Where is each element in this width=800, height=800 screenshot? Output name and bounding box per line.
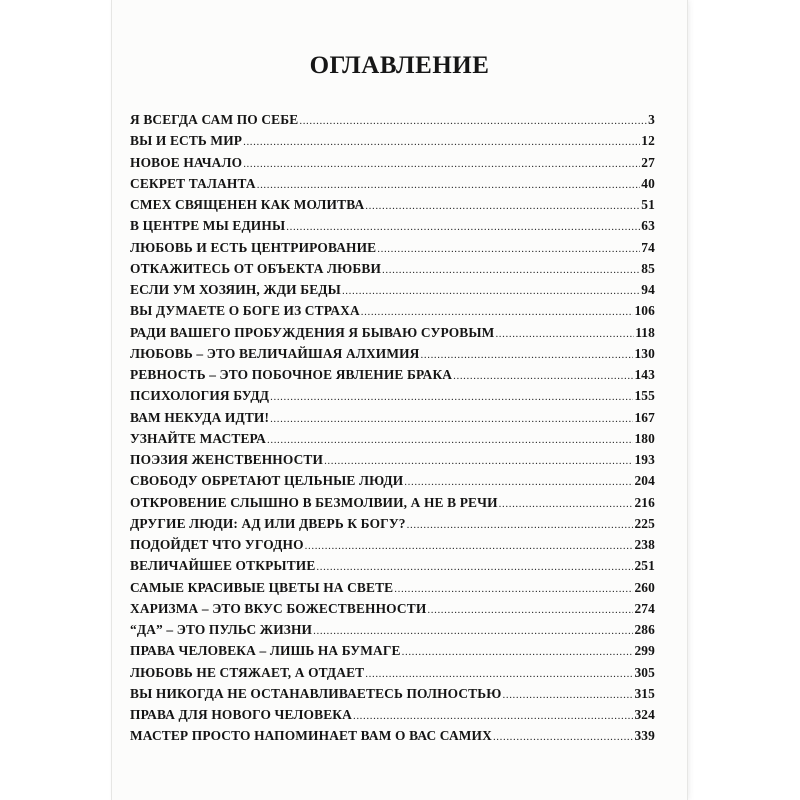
dot-leader — [316, 561, 633, 573]
toc-entry — [130, 707, 655, 728]
toc-entry — [130, 622, 655, 643]
toc-entry-page-number: 260 — [634, 579, 655, 595]
toc-entry — [130, 176, 655, 197]
dot-leader — [324, 455, 633, 467]
dot-leader — [267, 434, 633, 446]
dot-leader — [243, 158, 640, 170]
toc-entry-page-number: 193 — [634, 452, 655, 467]
toc-entry — [130, 155, 655, 176]
dot-leader — [353, 710, 633, 722]
page-title: ОГЛАВЛЕНИЕ — [309, 52, 490, 79]
toc-entry-page-number: 286 — [634, 622, 655, 637]
toc-entry-title: В ЦЕНТРЕ МЫ ЕДИНЫ — [130, 218, 286, 234]
dot-leader — [427, 604, 633, 616]
dot-leader — [286, 221, 640, 233]
toc-entry-title: ВЫ И ЕСТЬ МИР — [130, 133, 243, 149]
toc-entry-title: РАДИ ВАШЕГО ПРОБУЖДЕНИЯ Я БЫВАЮ СУРОВЫМ — [130, 324, 495, 340]
toc-entry-page-number: 94 — [641, 282, 655, 297]
dot-leader — [421, 349, 634, 361]
toc-entry-page-number: 130 — [634, 345, 655, 361]
dot-leader — [361, 306, 634, 318]
toc-entry-title: УЗНАЙТЕ МАСТЕРА — [130, 430, 266, 446]
toc-entry — [130, 410, 655, 431]
toc-entry-title: САМЫЕ КРАСИВЫЕ ЦВЕТЫ НА СВЕТЕ — [130, 579, 394, 595]
table-of-contents — [130, 112, 655, 750]
toc-entry — [130, 516, 655, 537]
toc-entry — [130, 346, 655, 367]
toc-entry-page-number: 299 — [634, 643, 655, 659]
toc-entry-page-number: 63 — [641, 218, 655, 234]
toc-entry-title: “ДА” – ЭТО ПУЛЬС ЖИЗНИ — [130, 622, 313, 637]
dot-leader — [365, 200, 640, 212]
toc-entry — [130, 495, 655, 516]
toc-entry — [130, 452, 655, 473]
toc-entry-page-number: 204 — [634, 473, 655, 489]
toc-entry-page-number: 238 — [634, 537, 655, 552]
toc-entry — [130, 686, 655, 707]
dot-leader — [394, 583, 633, 595]
toc-entry — [130, 537, 655, 558]
toc-entry-page-number: 315 — [634, 685, 655, 701]
dot-leader — [243, 136, 640, 148]
toc-entry-title: СВОБОДУ ОБРЕТАЮТ ЦЕЛЬНЫЕ ЛЮДИ — [130, 473, 404, 489]
toc-entry-page-number: 143 — [634, 367, 655, 382]
toc-entry — [130, 473, 655, 494]
toc-entry-page-number: 305 — [634, 664, 655, 680]
dot-leader — [257, 179, 641, 191]
toc-entry-page-number: 40 — [641, 175, 655, 191]
toc-entry-page-number: 118 — [635, 324, 655, 340]
dot-leader — [305, 540, 634, 552]
dot-leader — [407, 519, 634, 531]
toc-entry-page-number: 155 — [634, 388, 655, 404]
dot-leader — [342, 285, 640, 297]
dot-leader — [313, 625, 633, 637]
dot-leader — [503, 689, 634, 701]
toc-entry — [130, 218, 655, 239]
toc-entry — [130, 112, 655, 133]
toc-entry-title: ЕСЛИ УМ ХОЗЯИН, ЖДИ БЕДЫ — [130, 282, 341, 297]
toc-entry-title: МАСТЕР ПРОСТО НАПОМИНАЕТ ВАМ О ВАС САМИХ — [130, 728, 492, 744]
toc-entry-title: ПРАВА ДЛЯ НОВОГО ЧЕЛОВЕКА — [130, 707, 352, 722]
dot-leader — [299, 115, 647, 127]
toc-entry-title: ВЫ НИКОГДА НЕ ОСТАНАВЛИВАЕТЕСЬ ПОЛНОСТЬЮ — [130, 685, 502, 701]
toc-entry-title: ПОДОЙДЕТ ЧТО УГОДНО — [130, 537, 304, 552]
dot-leader — [382, 264, 640, 276]
toc-entry-page-number: 85 — [641, 260, 655, 276]
toc-entry-title: ЛЮБОВЬ НЕ СТЯЖАЕТ, А ОТДАЕТ — [130, 664, 365, 680]
dot-leader — [493, 731, 634, 743]
toc-entry — [130, 665, 655, 686]
toc-entry-title: ХАРИЗМА – ЭТО ВКУС БОЖЕСТВЕННОСТИ — [130, 600, 427, 616]
toc-entry-title: ОТКРОВЕНИЕ СЛЫШНО В БЕЗМОЛВИИ, А НЕ В РЕЧИ — [130, 494, 498, 510]
toc-entry-title: ЛЮБОВЬ И ЕСТЬ ЦЕНТРИРОВАНИЕ — [130, 239, 377, 255]
toc-entry-title: ВЕЛИЧАЙШЕЕ ОТКРЫТИЕ — [130, 558, 316, 574]
toc-entry-title: ОТКАЖИТЕСЬ ОТ ОБЪЕКТА ЛЮБВИ — [130, 260, 382, 276]
dot-leader — [499, 498, 634, 510]
toc-entry-page-number: 12 — [641, 133, 655, 149]
toc-entry-page-number: 339 — [634, 728, 655, 744]
toc-entry — [130, 282, 655, 303]
toc-entry-title: РЕВНОСТЬ – ЭТО ПОБОЧНОЕ ЯВЛЕНИЕ БРАКА — [130, 367, 453, 382]
toc-entry-page-number: 225 — [634, 515, 655, 531]
toc-entry — [130, 240, 655, 261]
toc-entry-title: ЛЮБОВЬ – ЭТО ВЕЛИЧАЙШАЯ АЛХИМИЯ — [130, 345, 420, 361]
toc-entry-page-number: 106 — [634, 303, 655, 319]
toc-entry-page-number: 167 — [634, 409, 655, 425]
toc-entry-page-number: 324 — [634, 707, 655, 722]
dot-leader — [365, 668, 633, 680]
toc-entry — [130, 601, 655, 622]
toc-entry-page-number: 274 — [634, 600, 655, 616]
toc-entry — [130, 388, 655, 409]
toc-entry-title: ВЫ ДУМАЕТЕ О БОГЕ ИЗ СТРАХА — [130, 303, 360, 319]
toc-entry-title: ПСИХОЛОГИЯ БУДД — [130, 388, 270, 404]
toc-entry-title: СМЕХ СВЯЩЕНЕН КАК МОЛИТВА — [130, 197, 365, 212]
dot-leader — [453, 370, 633, 382]
toc-entry — [130, 558, 655, 579]
toc-entry — [130, 303, 655, 324]
toc-entry — [130, 197, 655, 218]
toc-entry-page-number: 251 — [634, 558, 655, 574]
toc-entry-title: ДРУГИЕ ЛЮДИ: АД ИЛИ ДВЕРЬ К БОГУ? — [130, 515, 406, 531]
toc-entry — [130, 580, 655, 601]
toc-entry — [130, 643, 655, 664]
toc-entry-title: СЕКРЕТ ТАЛАНТА — [130, 175, 256, 191]
toc-entry-page-number: 180 — [634, 430, 655, 446]
toc-entry — [130, 431, 655, 452]
toc-entry-page-number: 3 — [648, 112, 655, 127]
dot-leader — [495, 328, 634, 340]
toc-entry — [130, 261, 655, 282]
dot-leader — [270, 391, 633, 403]
dot-leader — [404, 476, 633, 488]
dot-leader — [270, 413, 633, 425]
dot-leader — [377, 243, 640, 255]
toc-entry-title: ПРАВА ЧЕЛОВЕКА – ЛИШЬ НА БУМАГЕ — [130, 643, 401, 659]
toc-entry-title: Я ВСЕГДА САМ ПО СЕБЕ — [130, 112, 299, 127]
toc-entry-title: ПОЭЗИЯ ЖЕНСТВЕННОСТИ — [130, 452, 324, 467]
toc-entry-page-number: 216 — [634, 494, 655, 510]
toc-entry-page-number: 51 — [641, 197, 655, 212]
toc-entry-title: НОВОЕ НАЧАЛО — [130, 154, 243, 170]
toc-entry — [130, 325, 655, 346]
toc-entry — [130, 728, 655, 749]
dot-leader — [402, 646, 634, 658]
toc-entry — [130, 367, 655, 388]
toc-entry-title: ВАМ НЕКУДА ИДТИ! — [130, 409, 270, 425]
toc-entry — [130, 133, 655, 154]
toc-entry-page-number: 27 — [641, 154, 655, 170]
toc-entry-page-number: 74 — [641, 239, 655, 255]
